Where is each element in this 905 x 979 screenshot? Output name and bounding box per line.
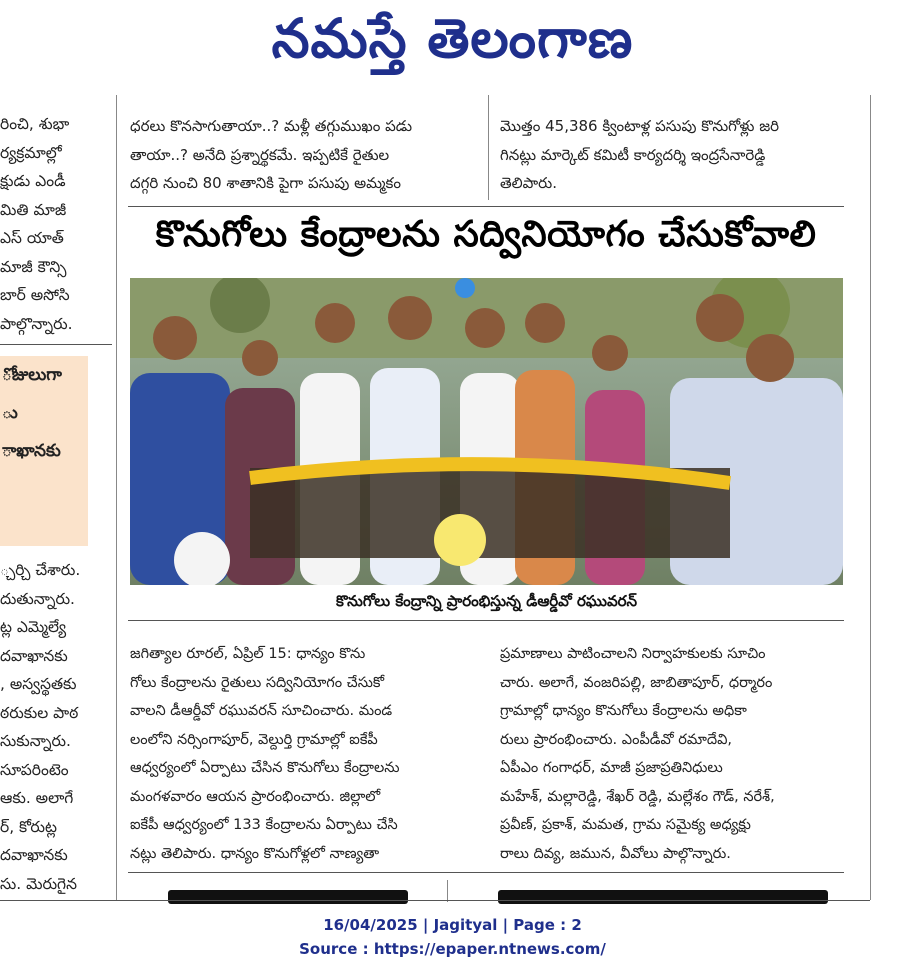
top-mid-line: ధరలు కొనసాగుతాయా..? మళ్లీ తగ్గుముఖం పడు: [130, 117, 413, 135]
masthead-title: నమస్తే తెలంగాణ: [271, 6, 634, 70]
article-column-1: [130, 640, 482, 868]
footer-date-line: 16/04/2025 | Jagityal | Page : 2: [323, 916, 582, 934]
article-line: వాలని డీఆర్డీవో రఘువరన్ సూచించారు. మండ: [130, 703, 393, 719]
article-column-2: [500, 640, 845, 868]
top-right-column: [500, 112, 845, 198]
article-line: ఆధ్వర్యంలో ఏర్పాటు చేసిన కొనుగోలు కేంద్రాలను: [130, 760, 400, 776]
left-box-line: ు: [2, 403, 18, 423]
bottom-divider: [128, 872, 844, 873]
left-line: దవాఖానకు: [0, 846, 68, 864]
section-divider: [128, 206, 844, 207]
article-line: నట్లు తెలిపారు. ధాన్యం కొనుగోళ్లలో నాణ్యతా: [130, 845, 380, 862]
left-line: సుకున్నారు.: [0, 732, 71, 750]
left-box-line: ోజులుగా: [2, 365, 62, 385]
article-line: రులు ప్రారంభించారు. ఎంపీడీవో రమాదేవి,: [500, 731, 732, 748]
left-highlight-box: [0, 356, 88, 546]
column-rule-top: [488, 95, 489, 200]
page-bottom-rule: [0, 900, 870, 901]
top-mid-line: దగ్గరి నుంచి 80 శాతానికి పైగా పసుపు అమ్మకం: [130, 174, 401, 192]
photo-caption: కొనుగోలు కేంద్రాన్ని ప్రారంభిస్తున్న డీఆర్డీవో రఘువరన్: [335, 592, 638, 610]
left-line: దుతున్నారు.: [0, 589, 75, 608]
article-line: ఐకేపీ ఆధ్వర్యంలో 133 కేంద్రాలను ఏర్పాటు చేసి: [130, 817, 398, 833]
article-line: గోలు కేంద్రాలను రైతులు సద్వినియోగం చేసుకో: [130, 674, 385, 691]
left-column-top: [0, 110, 112, 338]
left-line: సు. మెరుగైన: [0, 874, 77, 893]
article-line: లంలోని నర్సింగాపూర్, వెల్దుర్తి గ్రామాల్లో ఐకేపీ: [130, 731, 378, 748]
left-line: పాల్గొన్నారు.: [0, 314, 73, 333]
top-right-line: మొత్తం 45,386 క్వింటాళ్ల పసుపు కొనుగోళ్లు జరి: [500, 117, 780, 135]
article-line: చారు. అలాగే, వంజరిపల్లి, జాబితాపూర్, ధర్మారం: [500, 674, 773, 691]
article-line: ప్రమాణాలు పాటించాలని నిర్వాహకులకు సూచిం: [500, 646, 766, 662]
article-line: రాలు దివ్య, జమున, వీవోలు పాల్గొన్నారు.: [500, 845, 731, 862]
left-column-bottom: [0, 556, 112, 898]
left-line: ్చర్చి చేశారు.: [0, 561, 81, 579]
left-line: ర్యక్రమాల్లో: [0, 143, 62, 162]
top-mid-line: తాయా..? అనేది ప్రశ్నార్థకమే. ఇప్పటికే రైతుల: [130, 145, 390, 164]
caption-underline: [128, 620, 844, 621]
column-rule-left: [116, 95, 117, 900]
left-line: ఆకు. అలాగే: [0, 789, 74, 807]
footer-source-link[interactable]: Source : https://epaper.ntnews.com/: [299, 940, 606, 958]
left-line: దవాఖానకు: [0, 646, 68, 665]
top-right-line: గినట్లు మార్కెట్ కమిటీ కార్యదర్శి ఇంద్రసేనారెడ్డి: [500, 145, 766, 164]
left-line: ఠరుకుల పాఠ: [0, 703, 79, 722]
top-middle-column: [130, 112, 480, 198]
left-line: క్షుడు ఎండీ: [0, 172, 66, 190]
article-photo: [130, 278, 843, 585]
left-line: రించి, శుభా: [0, 115, 70, 133]
left-line: ఎస్ యాత్: [0, 229, 64, 247]
left-line: మాజీ కౌన్సి: [0, 257, 67, 276]
top-right-line: తెలిపారు.: [500, 174, 557, 192]
article-line: గ్రామాల్లో ధాన్యం కొనుగోలు కేంద్రాలను అధికా: [500, 703, 747, 719]
left-line: సూపరింటెం: [0, 760, 69, 779]
left-line: ర్, కోరుట్ల: [0, 817, 57, 836]
article-line: మంగళవారం ఆయన ప్రారంభించారు. జిల్లాలో: [130, 788, 381, 805]
article-line: ప్రవీణ్, ప్రకాశ్, మమత, గ్రామ సమైక్య అధ్యక్షు: [500, 817, 751, 833]
left-box-line: ాఖానకు: [2, 441, 61, 461]
article-line: మహేశ్, మల్లారెడ్డి, శేఖర్ రెడ్డి, మల్లేశం గౌడ్, నరేశ్,: [500, 788, 775, 805]
masthead: [0, 0, 905, 80]
article-line: ఏపీఎం గంగాధర్, మాజీ ప్రజాప్రతినిధులు: [500, 760, 723, 776]
article-line: జగిత్యాల రూరల్, ఏప్రిల్ 15: ధాన్యం కొను: [130, 646, 366, 662]
left-line: , అస్వస్థతకు: [0, 675, 77, 693]
left-line: బార్ అసోసి: [0, 286, 70, 304]
article-headline: కొనుగోలు కేంద్రాలను సద్వినియోగం చేసుకోవాలి: [155, 214, 817, 255]
left-line: మితి మాజీ: [0, 200, 67, 219]
left-line: ట్ల ఎమ్మెల్యే: [0, 618, 67, 636]
page-right-rule: [870, 95, 871, 900]
left-divider: [0, 344, 112, 345]
